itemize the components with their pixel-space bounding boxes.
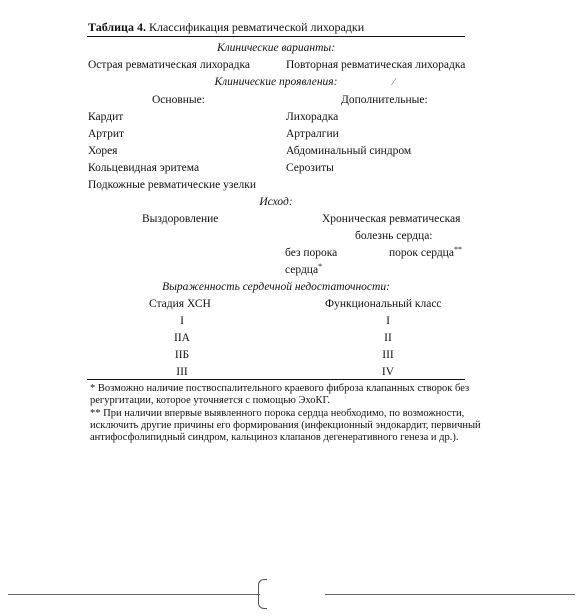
without-defect-label: сердца [285,264,319,276]
clinical-variants-header: Клинические варианты: [216,42,336,54]
with-defect [389,246,462,261]
stage-value: IIБ [174,349,190,361]
without-defect-line1: без порока [285,247,338,259]
class-value: II [384,332,392,344]
with-defect-label: порок сердца [389,247,454,259]
main-item: Подкожные ревматические узелки [88,179,256,191]
additional-header: Дополнительные: [341,94,428,106]
main-item: Кольцевидная эритема [88,162,200,174]
variant-acute: Острая ревматическая лихорадка [88,59,251,71]
table-title-text: Классификация ревматической лихорадки [145,20,365,34]
manifestations-header: Клинические проявления: [214,76,338,88]
stray-tick-mark: ⁄ [393,77,395,88]
class-value: I [386,315,390,327]
class-value: III [382,349,394,361]
main-item: Кардит [88,111,124,123]
top-rule [87,36,465,37]
table-title [88,20,364,34]
stage-value: IIА [174,332,190,344]
page-footer-bracket [258,579,267,609]
table-label: Таблица 4. [88,20,146,34]
class-value: IV [381,366,395,378]
outcome-chronic-line1: Хроническая ревматическая [322,213,461,225]
stage-value: III [176,366,188,378]
footnote-2: ** При наличии впервые выявленного порока сердца необходимо, по возможности, исключить другие причины его формирования (инфекционный эндокардит, первичный антифосфолипидный синдром, кальциноз клапанов дегенеративного генеза и др.). [90,408,481,443]
stage-value: I [180,315,184,327]
outcome-header: Исход: [259,196,293,208]
additional-item: Лихорадка [286,111,339,123]
footnote-mark-1: * [318,262,323,271]
class-header: Функциональный класс [325,298,442,310]
additional-item: Артралгии [286,128,339,140]
main-item: Хорея [88,145,118,157]
outcome-recovery: Выздоровление [142,213,219,225]
stage-header: Стадия ХСН [149,298,211,310]
page-footer-line-left [8,594,260,595]
main-item: Артрит [88,128,124,140]
main-header: Основные: [152,94,205,106]
footnote-mark-2: ** [453,245,462,254]
additional-item: Серозиты [286,162,334,174]
outcome-chronic-line2: болезнь сердца: [355,230,433,242]
variant-recurrent: Повторная ревматическая лихорадка [286,59,466,71]
footnote-1: * Возможно наличие поствоспалительного краевого фиброза клапанных створок без регургитации, которое уточняется с помощью ЭхоКГ. [90,383,470,406]
additional-item: Абдоминальный синдром [286,145,412,157]
without-defect-line2 [285,263,322,278]
bottom-rule [87,379,465,380]
page-footer-line-right [325,594,575,595]
heart-failure-header: Выраженность сердечной недостаточности: [162,281,390,293]
